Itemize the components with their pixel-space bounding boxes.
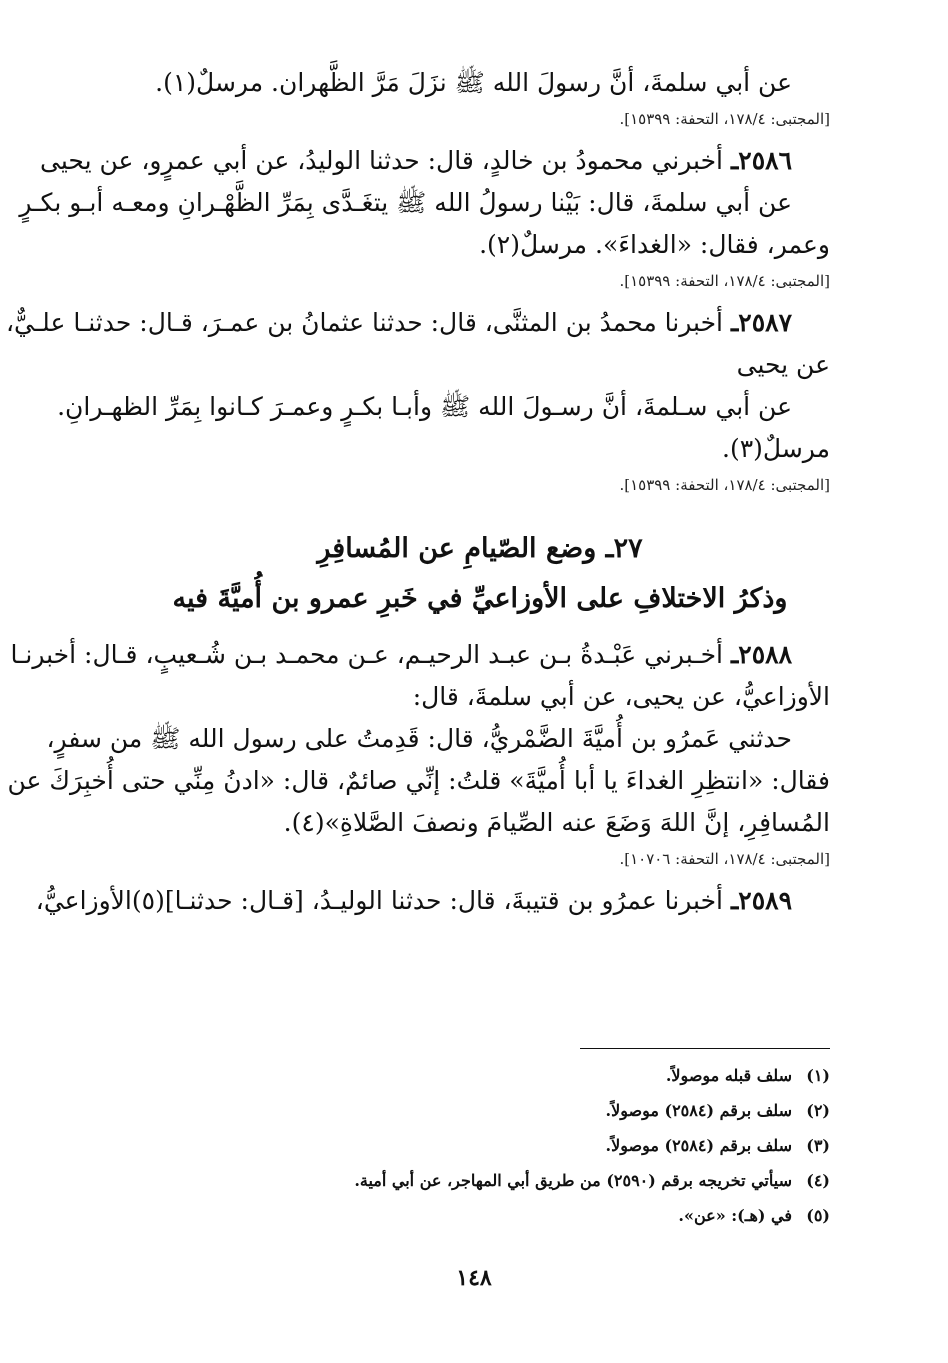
hadith-2589-line	[35, 880, 830, 922]
footnote-2	[130, 1093, 830, 1128]
text-line: المُسافِرِ، إنَّ اللهَ وَضَعَ عنه الصِّيامَ ونصفَ الصَّلاةِ»(٤).	[283, 808, 830, 837]
footnote-mark: (٢)	[806, 1101, 830, 1120]
footnote-text: سلف قبله موصولاً.	[665, 1066, 792, 1085]
footnote-text: في (هـ): «عن».	[678, 1206, 792, 1225]
hadith-text: أخبرنا محمدُ بن المثنَّى، قال: حدثنا عثمانُ بن عمـرَ، قـال: حدثنـا علـيٌّ،	[5, 308, 731, 337]
text-line: عن أبي سلمةَ، قال: بَيْنا رسولُ الله ﷺ يتغَـدَّى بِمَرِّ الظَّهْـرانِ ومعـه أبـو بكـرٍ	[19, 188, 792, 217]
page-number: ١٤٨	[456, 1265, 492, 1291]
hadith-number: ٢٥٨٨ـ	[730, 640, 792, 669]
source-reference: [المجتبى: ١٧٨/٤، التحفة: ١٥٣٩٩].	[619, 476, 830, 494]
text-line: عن يحيى	[736, 350, 830, 379]
hadith-text: أخبرنا عمرُو بن قتيبةَ، قال: حدثنا الوليـدُ، [قـال: حدثنـا](٥)الأوزاعيُّ،	[35, 886, 731, 915]
text-line: مرسلٌ(٣).	[722, 434, 830, 463]
footnote-mark: (٤)	[806, 1171, 830, 1190]
hadith-2588-line	[10, 634, 830, 676]
text-line: وعمر، فقال: «الغداءَ». مرسلٌ(٢).	[479, 230, 830, 259]
footnote-text: سلف برقم (٢٥٨٤) موصولاً.	[605, 1101, 792, 1120]
text-line: حدثني عَمرُو بن أُميَّةَ الضَّمْريُّ، قال: قَدِمتُ على رسول الله ﷺ من سفرٍ،	[46, 724, 792, 753]
text-line: عن أبي سلمةَ، أنَّ رسولَ الله ﷺ نزَلَ مَرَّ الظَّهران. مرسلٌ(١).	[155, 68, 792, 97]
footnote-mark: (٣)	[806, 1136, 830, 1155]
footnote-mark: (٥)	[806, 1206, 830, 1225]
footnote-5	[130, 1198, 830, 1233]
footnote-text: سيأتي تخريجه برقم (٢٥٩٠) من طريق أبي المهاجر، عن أبي أمية.	[354, 1171, 792, 1190]
footnote-text: سلف برقم (٢٥٨٤) موصولاً.	[605, 1136, 792, 1155]
footnotes	[130, 1058, 830, 1233]
source-reference: [المجتبى: ١٧٨/٤، التحفة: ١٥٣٩٩].	[619, 110, 830, 128]
text-line: عن أبي سـلمةَ، أنَّ رسـولَ الله ﷺ وأبـا بكـرٍ وعمـرَ كـانوا بِمَرِّ الظهـرانِ.	[57, 392, 792, 421]
hadith-2587-line	[5, 302, 830, 344]
source-reference: [المجتبى: ١٧٨/٤، التحفة: ١٠٧٠٦].	[619, 850, 830, 868]
footnote-divider	[580, 1048, 830, 1049]
chapter-subtitle: وذكرُ الاختلافِ على الأوزاعيِّ في خَبرِ عمرو بن أُميَّةَ فيه	[172, 583, 788, 614]
hadith-number: ٢٥٨٧ـ	[730, 308, 792, 337]
footnote-mark: (١)	[806, 1066, 830, 1085]
source-reference: [المجتبى: ١٧٨/٤، التحفة: ١٥٣٩٩].	[619, 272, 830, 290]
footnote-4	[130, 1163, 830, 1198]
hadith-2586-line	[40, 140, 830, 182]
text-line: فقال: «انتظِرِ الغداءَ يا أبا أُميَّةَ» قلتُ: إنِّي صائمٌ، قال: «ادنُ مِنِّي حتى أُخبِرَكَ عن	[7, 766, 830, 795]
chapter-title: ٢٧ـ وضع الصّيامِ عن المُسافِرِ	[317, 533, 643, 564]
footnote-1	[130, 1058, 830, 1093]
hadith-number: ٢٥٨٩ـ	[730, 886, 792, 915]
footnote-3	[130, 1128, 830, 1163]
text-line: الأوزاعيُّ، عن يحيى، عن أبي سلمةَ، قال:	[412, 682, 830, 711]
hadith-text: أخـبرني عَبْـدةُ بـن عبـد الرحيـم، عـن محمـد بـن شُـعيبٍ، قـال: أخبرنـا	[10, 640, 731, 669]
hadith-text: أخبرني محمودُ بن خالدٍ، قال: حدثنا الوليدُ، عن أبي عمرٍو، عن يحيى	[40, 146, 731, 175]
hadith-number: ٢٥٨٦ـ	[730, 146, 792, 175]
